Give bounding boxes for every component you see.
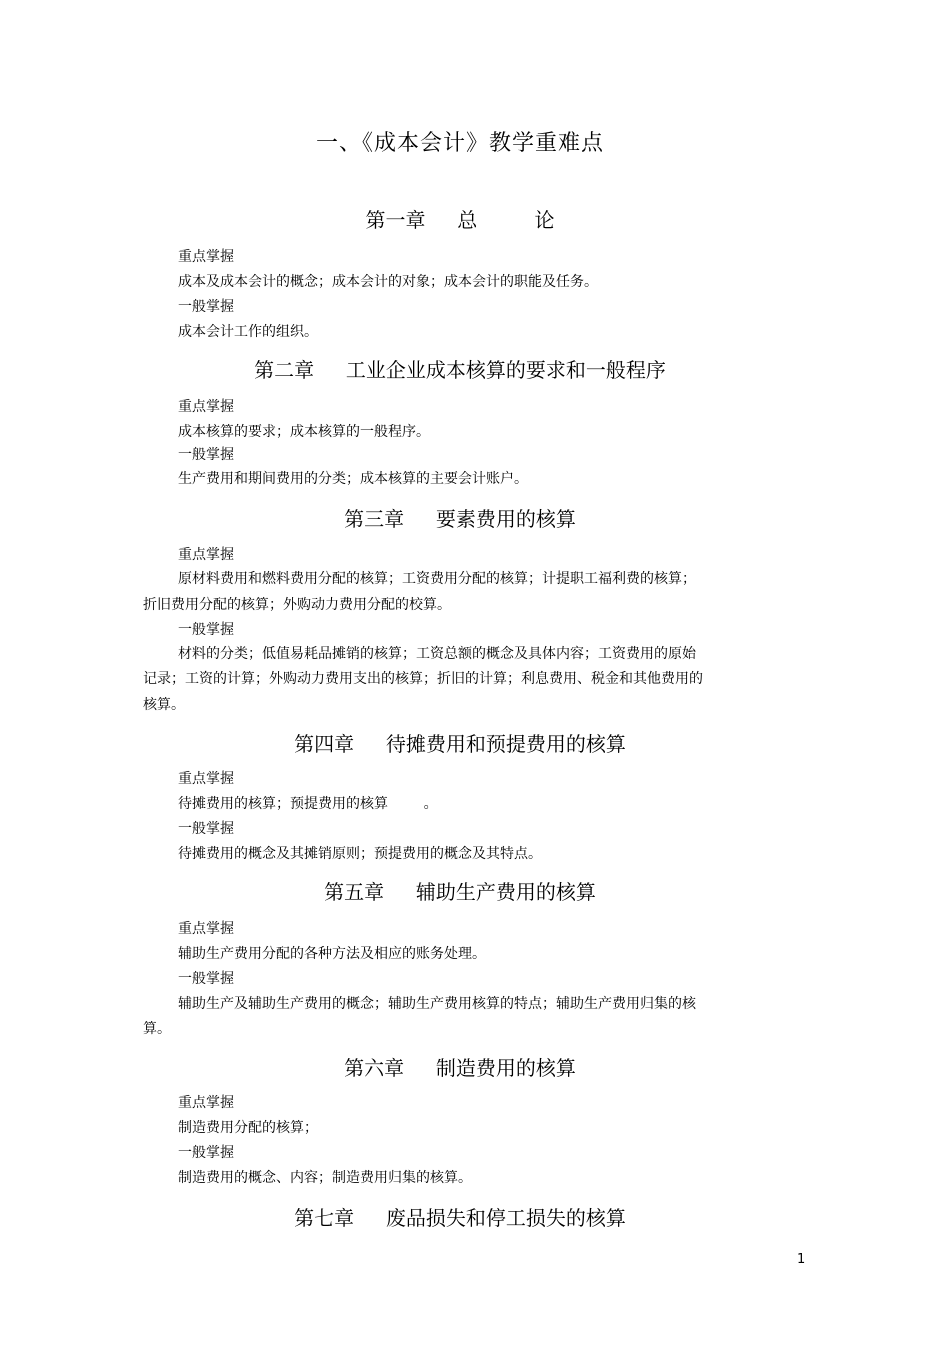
chapter-3-heading: 第三章 要素费用的核算 — [344, 507, 576, 531]
chapter-4-key-line: 待摊费用的核算；预提费用的核算 。 — [178, 796, 438, 812]
chapter-2-key-line: 成本核算的要求；成本核算的一般程序。 — [178, 424, 430, 440]
chapter-3-key-label: 重点掌握 — [178, 547, 234, 563]
chapter-6-heading: 第六章 制造费用的核算 — [344, 1056, 576, 1080]
chapter-6-general-line: 制造费用的概念、内容；制造费用归集的核算。 — [178, 1170, 472, 1186]
chapter-1-heading: 第一章 总 论 — [365, 208, 555, 232]
chapter-1-key-label: 重点掌握 — [178, 249, 234, 265]
chapter-3-key-line: 折旧费用分配的核算；外购动力费用分配的校算。 — [143, 597, 451, 613]
chapter-7-heading: 第七章 废品损失和停工损失的核算 — [294, 1206, 626, 1230]
chapter-6-key-line: 制造费用分配的核算； — [178, 1120, 318, 1136]
page-number: 1 — [797, 1252, 806, 1267]
chapter-6-general-label: 一般掌握 — [178, 1145, 234, 1161]
document-title: 一、《成本会计》教学重难点 — [315, 131, 604, 156]
chapter-3-general-line: 材料的分类；低值易耗品摊销的核算；工资总额的概念及具体内容；工资费用的原始 — [178, 646, 696, 662]
chapter-2-general-line: 生产费用和期间费用的分类；成本核算的主要会计账户。 — [178, 471, 528, 487]
chapter-6-key-label: 重点掌握 — [178, 1095, 234, 1111]
chapter-2-general-label: 一般掌握 — [178, 447, 234, 463]
chapter-5-general-line: 算。 — [143, 1021, 171, 1037]
chapter-1-general-line: 成本会计工作的组织。 — [178, 324, 318, 340]
chapter-1-key-line: 成本及成本会计的概念；成本会计的对象；成本会计的职能及任务。 — [178, 274, 598, 290]
chapter-4-general-label: 一般掌握 — [178, 821, 234, 837]
chapter-4-heading: 第四章 待摊费用和预提费用的核算 — [294, 732, 626, 756]
chapter-5-key-label: 重点掌握 — [178, 921, 234, 937]
chapter-2-heading: 第二章 工业企业成本核算的要求和一般程序 — [254, 358, 666, 382]
chapter-2-key-label: 重点掌握 — [178, 399, 234, 415]
chapter-5-heading: 第五章 辅助生产费用的核算 — [324, 880, 596, 904]
chapter-5-key-line: 辅助生产费用分配的各种方法及相应的账务处理。 — [178, 946, 486, 962]
chapter-5-general-label: 一般掌握 — [178, 971, 234, 987]
chapter-4-key-label: 重点掌握 — [178, 771, 234, 787]
chapter-3-general-label: 一般掌握 — [178, 622, 234, 638]
chapter-5-general-line: 辅助生产及辅助生产费用的概念；辅助生产费用核算的特点；辅助生产费用归集的核 — [178, 996, 696, 1012]
chapter-3-key-line: 原材料费用和燃料费用分配的核算；工资费用分配的核算；计提职工福利费的核算； — [178, 571, 696, 587]
chapter-4-general-line: 待摊费用的概念及其摊销原则；预提费用的概念及其特点。 — [178, 846, 542, 862]
chapter-3-general-line: 记录；工资的计算；外购动力费用支出的核算；折旧的计算；利息费用、税金和其他费用的 — [143, 671, 703, 687]
chapter-1-general-label: 一般掌握 — [178, 299, 234, 315]
chapter-3-general-line: 核算。 — [143, 697, 185, 713]
